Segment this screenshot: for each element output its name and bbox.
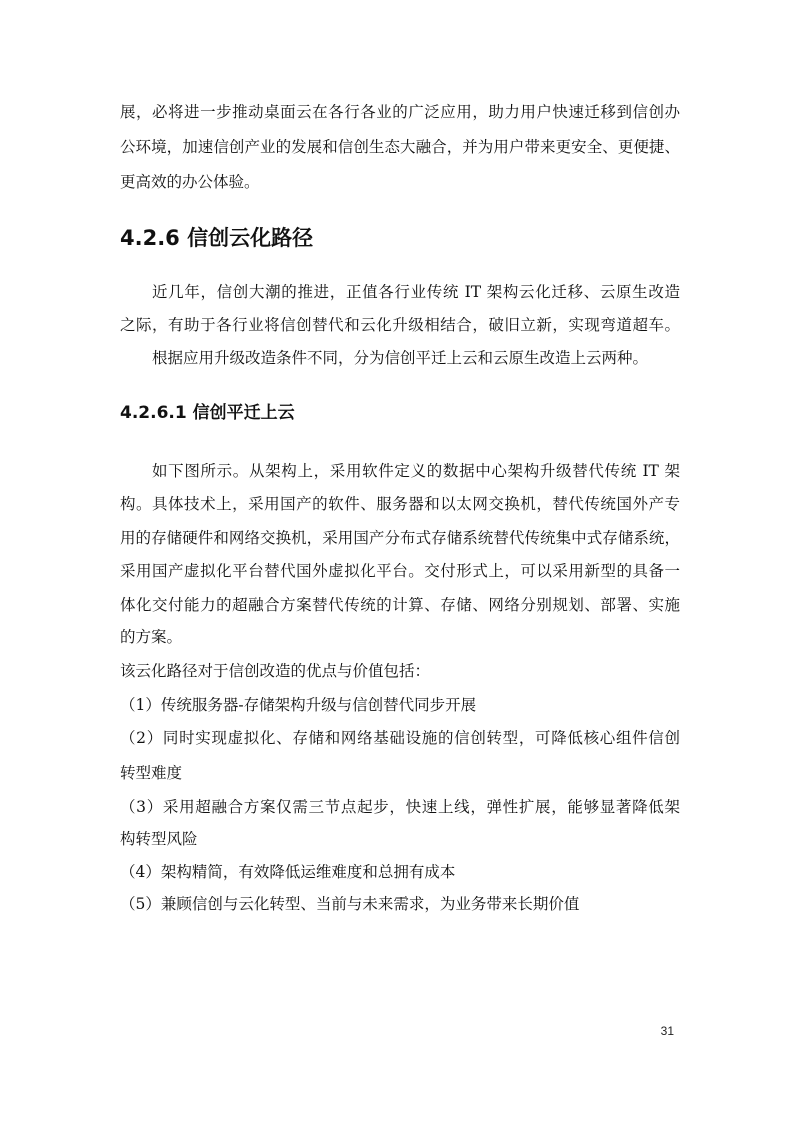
subsection-para-line-5: 体化交付能力的超融合方案替代传统的计算、存储、网络分别规划、部署、实施 bbox=[120, 596, 680, 614]
subsection-heading: 4.2.6.1 信创平迁上云 bbox=[120, 403, 295, 423]
advantage-item-2: （2）同时实现虚拟化、存储和网络基础设施的信创转型，可降低核心组件信创 bbox=[120, 729, 680, 747]
advantage-item-4: （4）架构精简，有效降低运维难度和总拥有成本 bbox=[120, 863, 456, 881]
subsection-para-line-4: 采用国产虚拟化平台替代国外虚拟化平台。交付形式上，可以采用新型的具备一 bbox=[120, 562, 680, 580]
subsection-para-line-6: 的方案。 bbox=[120, 628, 183, 646]
intro-line-1: 展，必将进一步推动桌面云在各行各业的广泛应用，助力用户快速迁移到信创办 bbox=[120, 103, 680, 121]
section-para1-line-2: 之际，有助于各行业将信创替代和云化升级相结合，破旧立新，实现弯道超车。 bbox=[120, 316, 680, 334]
advantage-item-2-cont: 转型难度 bbox=[120, 764, 183, 782]
advantage-item-3: （3）采用超融合方案仅需三节点起步，快速上线，弹性扩展，能够显著降低架 bbox=[120, 798, 680, 816]
advantages-intro: 该云化路径对于信创改造的优点与价值包括： bbox=[120, 662, 431, 680]
section-para2: 根据应用升级改造条件不同，分为信创平迁上云和云原生改造上云两种。 bbox=[152, 349, 649, 367]
advantage-item-5: （5）兼顾信创与云化转型、当前与未来需求，为业务带来长期价值 bbox=[120, 895, 580, 913]
subsection-para-line-2: 构。具体技术上，采用国产的软件、服务器和以太网交换机，替代传统国外产专 bbox=[120, 495, 680, 513]
advantage-item-1: （1）传统服务器-存储架构升级与信创替代同步开展 bbox=[120, 696, 477, 714]
subsection-para-line-1: 如下图所示。从架构上，采用软件定义的数据中心架构升级替代传统 IT 架 bbox=[152, 462, 680, 480]
subsection-para-line-3: 用的存储硬件和网络交换机，采用国产分布式存储系统替代传统集中式存储系统， bbox=[120, 529, 680, 547]
advantage-item-3-cont: 构转型风险 bbox=[120, 830, 198, 848]
intro-line-3: 更高效的办公体验。 bbox=[120, 173, 260, 191]
intro-line-2: 公环境，加速信创产业的发展和信创生态大融合，并为用户带来更安全、更便捷、 bbox=[120, 138, 680, 156]
page-number: 31 bbox=[660, 1024, 674, 1038]
section-para1-line-1: 近几年，信创大潮的推进，正值各行业传统 IT 架构云化迁移、云原生改造 bbox=[152, 283, 680, 301]
section-heading: 4.2.6 信创云化路径 bbox=[120, 226, 314, 250]
